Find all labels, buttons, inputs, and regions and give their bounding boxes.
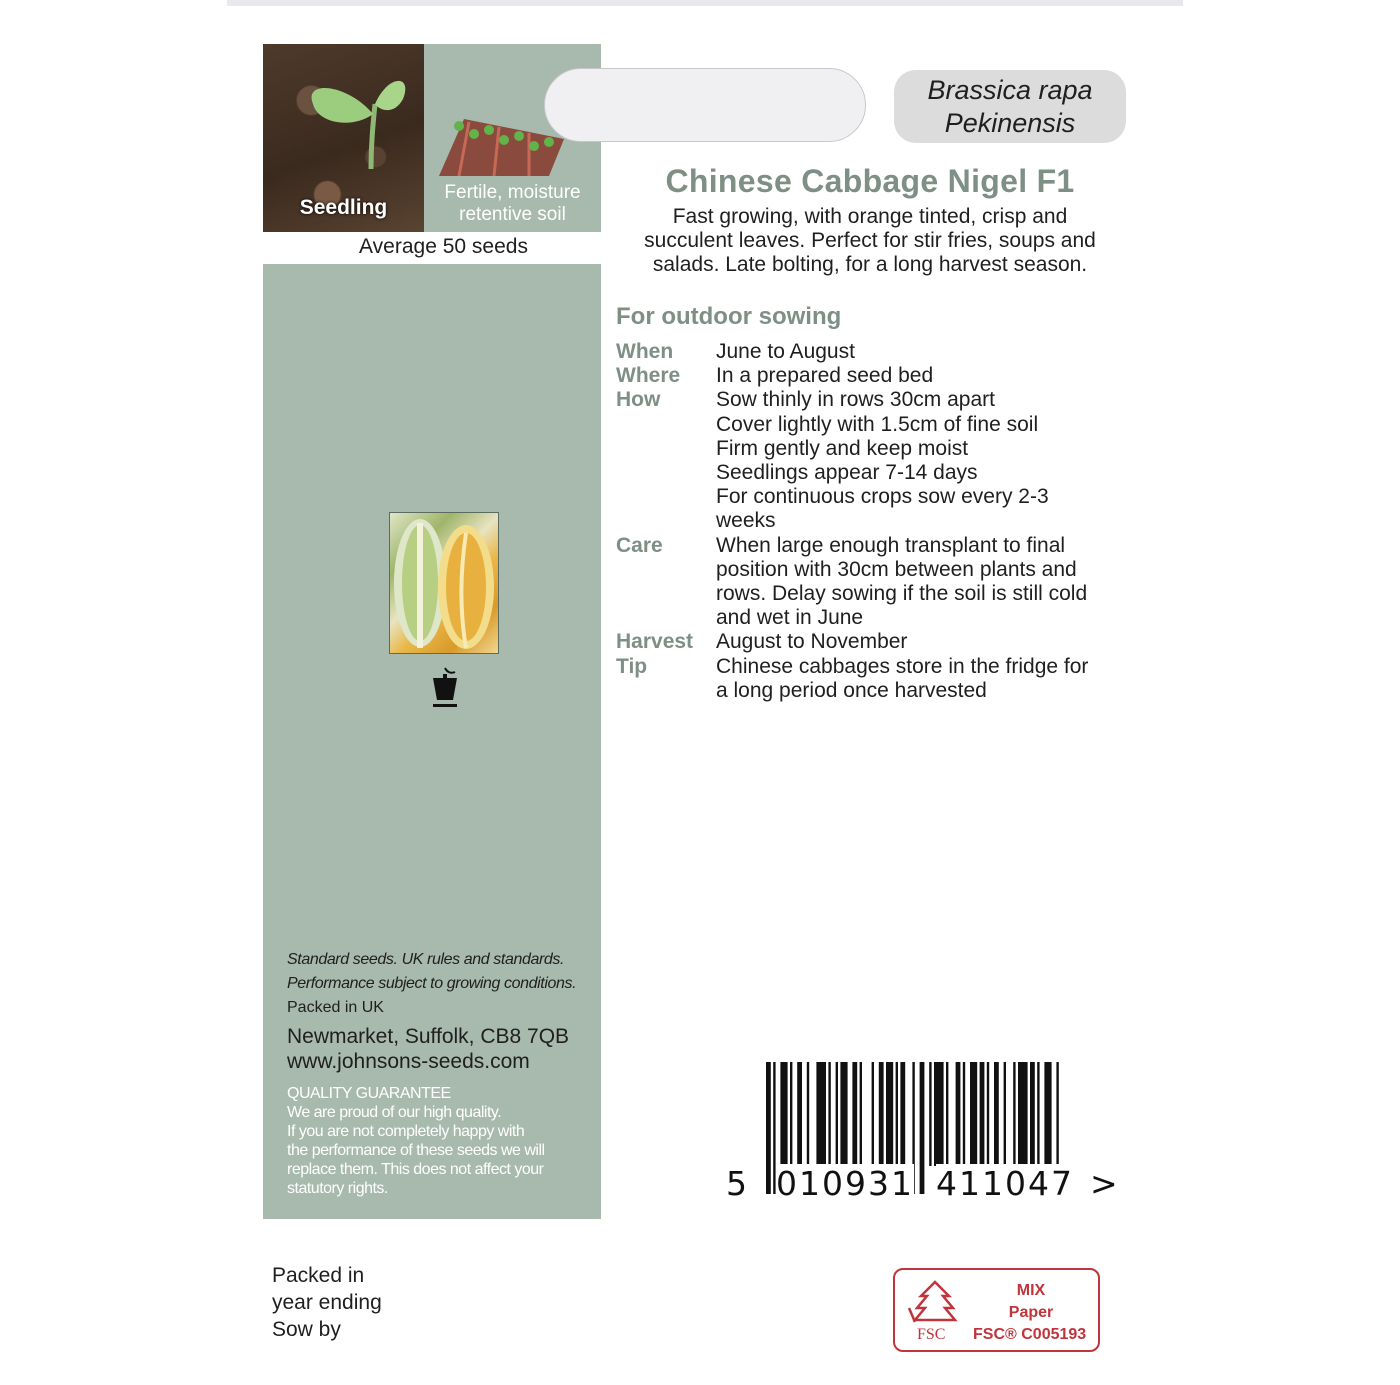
packed-line: year ending xyxy=(272,1291,382,1314)
legal-line-performance: Performance subject to growing conditions. xyxy=(287,975,577,992)
packed-line: Packed in xyxy=(272,1264,365,1287)
instruction-value xyxy=(716,388,1126,533)
website-link[interactable]: www.johnsons-seeds.com xyxy=(287,1050,530,1073)
guarantee-line: statutory rights. xyxy=(287,1180,388,1197)
seedling-label: Seedling xyxy=(299,196,388,219)
barcode-bar xyxy=(766,1062,771,1194)
latin-name-badge xyxy=(894,70,1126,143)
instruction-key: Care xyxy=(616,533,663,557)
barcode-bar xyxy=(828,1062,830,1166)
company-address xyxy=(287,1024,569,1074)
guarantee-line: replace them. This does not affect your xyxy=(287,1161,544,1178)
barcode-bar xyxy=(1044,1062,1051,1166)
sowing-instructions xyxy=(616,340,1126,703)
instruction-value xyxy=(716,364,1126,388)
barcode-end-mark: > xyxy=(1090,1164,1120,1203)
barcode-bar xyxy=(840,1062,847,1166)
fsc-mix-label xyxy=(975,1280,1087,1324)
guarantee-title: QUALITY GUARANTEE xyxy=(287,1085,451,1102)
info-panel xyxy=(263,264,601,1219)
instruction-when xyxy=(616,340,1126,364)
barcode-bar xyxy=(797,1062,802,1166)
description-line: succulent leaves. Perfect for stir fries, soups and xyxy=(644,229,1096,252)
description-line: Fast growing, with orange tinted, crisp and xyxy=(672,205,1068,228)
barcode-bar xyxy=(920,1062,925,1194)
barcode-bar xyxy=(1037,1062,1039,1166)
instruction-line: Firm gently and keep moist xyxy=(716,436,969,460)
hang-tab xyxy=(544,68,866,142)
instruction-key: When xyxy=(616,340,674,363)
instruction-harvest xyxy=(616,630,1126,654)
barcode-bar xyxy=(963,1062,965,1166)
barcode-bar xyxy=(836,1062,838,1166)
fsc-certification xyxy=(893,1268,1100,1352)
instruction-line: Cover lightly with 1.5cm of fine soil xyxy=(716,412,1039,436)
instruction-line: When large enough transplant to final xyxy=(716,533,1066,557)
instruction-key: How xyxy=(616,388,661,412)
barcode-bar xyxy=(1018,1062,1028,1166)
cabbage-photo xyxy=(389,512,499,654)
instruction-how xyxy=(616,388,1126,533)
barcode-bar xyxy=(929,1062,931,1166)
legal-line-standards: Standard seeds. UK rules and standards. xyxy=(287,951,565,968)
barcode-bar xyxy=(807,1062,809,1166)
top-divider xyxy=(227,0,1183,6)
instruction-value xyxy=(716,630,1126,654)
barcode-bar xyxy=(900,1062,905,1166)
instruction-line: and wet in June xyxy=(716,606,864,630)
instruction-line: In a prepared seed bed xyxy=(716,364,934,388)
fsc-wordmark: FSC xyxy=(917,1326,946,1343)
packing-dates xyxy=(272,1262,382,1343)
johnsons-logo-icon xyxy=(429,666,461,712)
instruction-line: position with 30cm between plants and xyxy=(716,557,1077,581)
instruction-value xyxy=(716,534,1126,631)
instruction-value xyxy=(716,340,1126,364)
barcode-first-digit: 5 xyxy=(726,1164,749,1203)
instruction-line: Sow thinly in rows 30cm apart xyxy=(716,388,995,412)
legal-notes xyxy=(287,948,607,1020)
instruction-key: Tip xyxy=(616,654,648,678)
latin-name-line: Pekinensis xyxy=(944,108,1076,138)
barcode-bar xyxy=(1056,1062,1058,1166)
instruction-line: weeks xyxy=(716,509,776,533)
barcode-bar xyxy=(816,1062,826,1166)
barcode-bar xyxy=(1004,1062,1006,1166)
barcode-bar xyxy=(852,1062,857,1166)
barcode-bar xyxy=(994,1062,999,1166)
barcode-bar xyxy=(946,1062,948,1166)
fsc-license: FSC® C005193 xyxy=(973,1326,1087,1343)
instruction-where xyxy=(616,364,1126,388)
barcode-bar xyxy=(886,1062,893,1166)
barcode-group-right: 411047 xyxy=(936,1164,1074,1203)
guarantee-line: If you are not completely happy with xyxy=(287,1123,525,1140)
instruction-key: Where xyxy=(616,364,681,388)
seedling-photo xyxy=(263,44,424,232)
packed-in-uk: Packed in UK xyxy=(287,999,384,1016)
instruction-line: a long period once harvested xyxy=(716,678,987,702)
instruction-tip xyxy=(616,655,1126,703)
fsc-paper: Paper xyxy=(1008,1304,1054,1321)
soil-label: Fertile, moisture retentive soil xyxy=(444,182,581,225)
barcode-bar xyxy=(1013,1062,1015,1166)
section-title: For outdoor sowing xyxy=(616,303,842,330)
barcode-bar xyxy=(970,1062,977,1166)
fsc-mix: MIX xyxy=(1016,1282,1046,1299)
instruction-line: rows. Delay sowing if the soil is still cold xyxy=(716,582,1088,606)
barcode-bar xyxy=(956,1062,961,1166)
instruction-line: August to November xyxy=(716,630,908,654)
instruction-line: Chinese cabbages store in the fridge for xyxy=(716,654,1089,678)
seed-count: Average 50 seeds xyxy=(359,235,528,258)
fsc-tree-icon xyxy=(905,1278,965,1326)
barcode-bar xyxy=(980,1062,985,1166)
instruction-line: June to August xyxy=(716,340,855,363)
guarantee-line: We are proud of our high quality. xyxy=(287,1104,502,1121)
barcode-bar xyxy=(872,1062,874,1166)
seed-rows-icon xyxy=(434,114,564,176)
barcode-bar xyxy=(1030,1062,1035,1166)
description-line: salads. Late bolting, for a long harvest season. xyxy=(652,253,1088,276)
barcode-bar xyxy=(860,1062,862,1166)
barcode xyxy=(724,1060,1124,1203)
latin-name-line: Brassica rapa xyxy=(927,75,1093,105)
barcode-group-left: 010931 xyxy=(776,1164,914,1203)
barcode-bar xyxy=(987,1062,989,1166)
instruction-care xyxy=(616,534,1126,631)
address-line: Newmarket, Suffolk, CB8 7QB xyxy=(287,1025,570,1048)
product-title: Chinese Cabbage Nigel F1 xyxy=(665,163,1075,199)
guarantee-line: the performance of these seeds we will xyxy=(287,1142,545,1159)
product-description xyxy=(620,205,1120,277)
cabbage-illustration xyxy=(390,513,498,653)
barcode-bar xyxy=(934,1062,944,1166)
barcode-bar xyxy=(879,1062,884,1166)
instruction-value xyxy=(716,655,1126,703)
packed-line: Sow by xyxy=(272,1318,341,1341)
instruction-line: For continuous crops sow every 2-3 xyxy=(716,485,1049,509)
barcode-bar xyxy=(896,1062,898,1166)
instruction-key: Harvest xyxy=(616,630,694,654)
instruction-line: Seedlings appear 7-14 days xyxy=(716,461,978,485)
barcode-bar xyxy=(780,1062,787,1166)
quality-guarantee xyxy=(287,1084,603,1198)
barcode-bar xyxy=(790,1062,792,1166)
